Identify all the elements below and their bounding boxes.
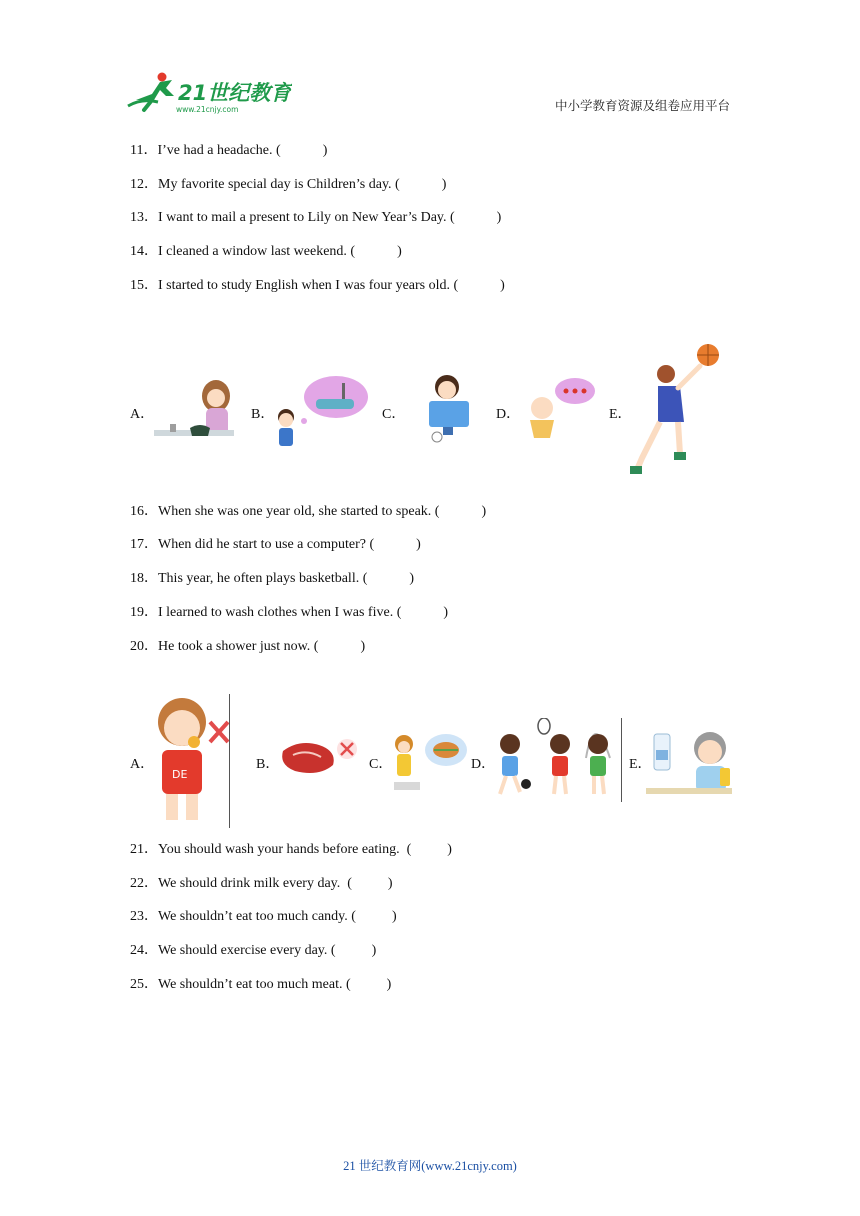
option-e-label: E． bbox=[629, 757, 652, 772]
question-16: 16．When she was one year old, she started to speak. ( ) bbox=[130, 504, 487, 519]
logo-url-text: www.21cnjy.com bbox=[176, 105, 239, 114]
divider bbox=[229, 694, 230, 828]
question-24: 24．We should exercise every day. ( ) bbox=[130, 943, 377, 958]
kids-exercise-icon bbox=[494, 718, 618, 800]
question-19: 19．I learned to wash clothes when I was five. ( ) bbox=[130, 605, 449, 620]
question-18: 18．This year, he often plays basketball. ( ) bbox=[130, 571, 415, 586]
girl-washing-clothes-icon bbox=[150, 378, 240, 444]
option-c-label: C． bbox=[382, 407, 406, 422]
girl-washing-hands-food-icon bbox=[390, 732, 470, 794]
site-logo bbox=[122, 70, 292, 116]
platform-caption: 中小学教育资源及组卷应用平台 bbox=[554, 98, 730, 113]
question-14: 14．I cleaned a window last weekend. ( ) bbox=[130, 244, 402, 259]
logo-text: 21世纪教育 bbox=[178, 81, 292, 105]
footer-link[interactable]: 21 世纪教育网(www.21cnjy.com) bbox=[343, 1159, 517, 1173]
boy-candy-no-icon bbox=[152, 694, 234, 828]
question-15: 15．I started to study English when I was four years old. ( ) bbox=[130, 278, 505, 293]
question-25: 25．We shouldn’t eat too much meat. ( ) bbox=[130, 977, 392, 992]
option-d-label: D． bbox=[496, 407, 521, 422]
option-d-label: D． bbox=[471, 757, 496, 772]
question-21: 21．You should wash your hands before eating. ( ) bbox=[130, 842, 452, 857]
question-13: 13．I want to mail a present to Lily on New Year’s Day. ( ) bbox=[130, 210, 502, 225]
option-b-label: B． bbox=[251, 407, 275, 422]
basketball-player-icon bbox=[628, 342, 724, 480]
man-drinking-milk-icon bbox=[646, 728, 732, 796]
question-23: 23．We shouldn’t eat too much candy. ( ) bbox=[130, 909, 397, 924]
option-a-label: A． bbox=[130, 407, 155, 422]
divider bbox=[621, 718, 622, 802]
shirt-text: DE bbox=[172, 768, 188, 781]
baby-speaking-icon bbox=[520, 376, 598, 446]
question-22: 22．We should drink milk every day. ( ) bbox=[130, 876, 393, 891]
boy-computer-icon bbox=[425, 375, 473, 445]
option-c-label: C． bbox=[369, 757, 393, 772]
option-a-label: A． bbox=[130, 757, 155, 772]
option-b-label: B． bbox=[256, 757, 280, 772]
option-e-label: E． bbox=[609, 407, 632, 422]
meat-no-icon bbox=[279, 735, 361, 779]
boy-thinking-shower-icon bbox=[272, 375, 370, 455]
runner-logo-icon bbox=[128, 73, 174, 111]
question-11: 11．I’ve had a headache. ( ) bbox=[130, 143, 328, 158]
question-20: 20．He took a shower just now. ( ) bbox=[130, 639, 366, 654]
question-17: 17．When did he start to use a computer? ( ) bbox=[130, 537, 421, 552]
question-12: 12．My favorite special day is Children’s day. ( ) bbox=[130, 177, 447, 192]
